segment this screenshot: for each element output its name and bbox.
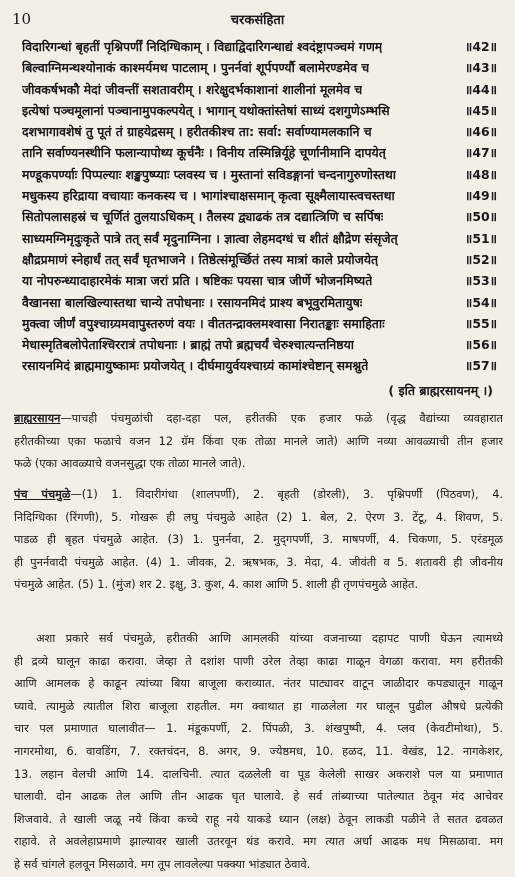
verse-text: दशभागावशेषं तु पूतं तं ग्राहयेद्रसम् । हरीतकीश्च ता: सर्वा: सर्वाण्यामलकानि च <box>22 124 372 140</box>
verse-line <box>22 208 497 229</box>
page-header <box>12 10 503 32</box>
verse-line <box>22 144 497 165</box>
prose-line: पंच पंचमुळे—(1) 1. विदारीगंधा (शालपर्णी), 2. बृहती (डोरली), 3. पृश्निपर्णी (पिठवण), 4. <box>14 488 503 501</box>
verse-line <box>22 336 497 357</box>
prose-line: पंचमुळे आहेत. (5) 1. (मुंज) शर 2. इक्षु, 3. कुश, 4. काश आणि 5. शाली ही तृणपंचमुळे आहेत. <box>14 578 419 592</box>
verse-line <box>22 166 497 187</box>
running-title: चरकसंहिता <box>230 13 285 28</box>
verse-line <box>22 315 497 336</box>
prose-line: हे सर्व चांगले हलवून मिसळावे. मग तूप लावलेल्या पक्क्या भांड्यात ठेवावे. <box>14 857 311 871</box>
verse-line <box>22 38 497 59</box>
prose-line: घालावी. दोन आढक तेल आणि तीन आढक घृत घालावे. हे सर्व तांब्याच्या पातेल्यात ठेवून मंद आचेवर <box>14 790 503 804</box>
prose-line: राहावे. ते अवलेहाप्रमाणे झाल्यावर खाली उतरवून थंड करावे. मग त्यात अर्धा आढक मध मिसळावा. मग <box>14 835 503 849</box>
prose-line: अशा प्रकारे सर्व पंचमुळे, हरीतकी आणि आमलकी यांच्या वजनाच्या दहापट पाणी घेऊन त्यामध्ये <box>36 632 503 645</box>
verse-text: रसायनमिदं ब्राह्ममायुष्कामः प्रयोजयेत् । दीर्घमायुर्वयश्चाग्र्यं कामांश्चेष्टान् समश्नुते <box>22 358 369 374</box>
verse-text: मुक्त्वा जीर्णं वपुश्चाग्र्यमवापुस्तरुणं वयः । वीततन्द्राक्लमश्वासा निरातङ्काः समाहिताः <box>22 315 385 331</box>
verse-number: ॥44॥ <box>464 81 497 97</box>
paragraph-heading: ब्राह्मरसायन <box>14 412 61 425</box>
verse-line <box>22 102 497 123</box>
colophon: ( इति ब्राह्मरसायनम् ।) <box>388 383 493 398</box>
verse-number: ॥49॥ <box>464 188 497 204</box>
verse-number: ॥55॥ <box>464 315 497 331</box>
verse-number: ॥54॥ <box>464 294 497 310</box>
prose-line: हरीतकीच्या एका फळाचे वजन 12 ग्रॅम किंवा एक तोळा मानले जाते) आणि नव्या आवळ्याची तीन हजार <box>14 434 503 448</box>
verse-line <box>22 357 497 378</box>
verse-text: मण्डूकपर्ण्याः पिप्पल्याः शङ्खपुष्प्याः प्लवस्य च । मुस्तानां सविडङ्गानां चन्दनागुरुणोस्तथा <box>22 166 397 182</box>
verse-number: ॥47॥ <box>464 145 497 161</box>
verse-text: क्षौद्रप्रमाणं स्नेहार्धं तत् सर्वं घृतभाजने । तिष्ठेत्संमूर्च्छितं तस्य मात्रां काले प्रयोजयेत् <box>22 251 379 267</box>
verse-line <box>22 251 497 272</box>
verse-number: ॥56॥ <box>464 337 497 353</box>
prose-line: नागरमोथा, 6. वावडिंग, 7. रक्तचंदन, 8. अगर, 9. ज्येष्ठमध, 10. हळद, 11. वेखंड, 12. नागकेशर, <box>14 744 503 758</box>
verse-number: ॥48॥ <box>464 166 497 182</box>
prose-line: चार पल प्रमाणात घालावीत— 1. मंडूकपर्णी, 2. पिंपळी, 3. शंखपुष्पी, 4. प्लव (केवटीमोथा), 5. <box>14 722 503 736</box>
prose-line: ही पुनर्नवादी पंचमुळे आहेत. (4) 1. जीवक, 2. ऋषभक, 3. मेदा, 4. जीवंती व 5. शतावरी ही जीवनीय <box>14 555 503 569</box>
verse-text: या नोपरुन्ध्यादाहारमेकं मात्रा जरां प्रति । षष्टिकः पयसा चात्र जीर्णे भोजनमिष्यते <box>22 273 373 289</box>
verse-line <box>22 81 497 102</box>
verse-line <box>22 123 497 144</box>
prose-line: निदिग्धिका (रिंगणी), 5. गोखरू ही लघु पंचमुळे आहेत (2) 1. बेल, 2. ऐरण 3. टेंटू, 4. शिवण, 5. <box>14 510 503 524</box>
verse-line <box>22 59 497 80</box>
verse-number: ॥50॥ <box>464 209 497 225</box>
verse-line <box>22 187 497 208</box>
verse-number: ॥53॥ <box>464 273 497 289</box>
verse-text: मेधास्मृतिबलोपेताश्चिररात्रं तपोधनाः । ब्राह्मं तपो ब्रह्मचर्यं चेरुश्चात्यन्तनिष्ठया <box>22 337 354 353</box>
verse-line <box>22 294 497 315</box>
prose-line: आणि आमलक हे काढून त्यांच्या बिया बाजूला कराव्यात. नंतर पाट्यावर वाटून जाळीदार कपड्यातून गाळून <box>14 677 503 691</box>
sanskrit-verses <box>22 38 497 379</box>
prose-line: ब्राह्मरसायन—पाचही पंचमुळांची दहा-दहा पल, हरीतकी एक हजार फळे (वृद्ध वैद्यांच्या व्यवहारात <box>14 412 503 425</box>
verse-line <box>22 272 497 293</box>
verse-text: इत्येषां पञ्चमूलानां पञ्चानामुपकल्पयेत् । भागान् यथोक्तांस्तेषां साध्यं दशगुणेऽम्भसि <box>22 102 390 118</box>
verse-text: साध्यमग्निमृदुःकृते पात्रे तत् सर्वं मृदुनाग्निना । ज्ञात्वा लेहमदग्धं च शीतं क्षौद्रेण संसृजेत् <box>22 230 398 246</box>
paragraph-preparation-method <box>14 628 503 877</box>
prose-line: ही द्रव्ये घालून काढा करावा. जेव्हा ते दशांश पाणी उरेल तेव्हा काढा गाळून वेगळा करावा. मग हरीतकी <box>14 654 503 668</box>
verse-text: सितोपलासहस्रं च चूर्णितं तुलयाऽधिकम् । तैलस्य द्व्याढकं तत्र दद्यात्त्रिणि च सर्पिषः <box>22 209 384 225</box>
verse-text: वैखानसा बालखिल्यास्तथा चान्ये तपोधनाः । रसायनमिदं प्राश्य बभूवुरमितायुषः <box>22 294 363 310</box>
verse-number: ॥51॥ <box>464 230 497 246</box>
prose-line: शिजवावे. ते खाली जळू नये किंवा कच्चे राहू नये याकडे ध्यान (लक्ष) ठेवून लाकडी पळीने ते सतत ढवळत <box>14 812 503 826</box>
paragraph-pancha-panchamule <box>14 484 503 597</box>
page-number: 10 <box>12 10 32 28</box>
prose-line: 13. लहान वेलची आणि 14. दालचिनी. त्यात दळलेली वा पूड केलेली साखर अकराशे पल या प्रमाणात <box>14 767 503 781</box>
verse-text: बिल्वाग्निमन्थश्योनाकं काश्मर्यमथ पाटलाम् । पुनर्नवां शूर्पपर्ण्यौ बलामेरण्डमेव च <box>22 60 370 76</box>
verse-text: जीवकर्षभकौ मेदां जीवन्तीं सशतावरीम् । शरेक्षुदर्भकाशानां शालीनां मूलमेव च <box>22 81 363 97</box>
verse-number: ॥43॥ <box>464 60 497 76</box>
verse-number: ॥57॥ <box>464 358 497 374</box>
verse-number: ॥46॥ <box>464 124 497 140</box>
verse-line <box>22 230 497 251</box>
prose-line: पाडळ ही बृहत पंचमुळे आहेत. (3) 1. पुनर्नवा, 2. मुद्‌गपर्णी, 3. माषपर्णी, 4. चिकणा, 5. एरंडमूळ <box>14 533 503 547</box>
verse-number: ॥52॥ <box>464 251 497 267</box>
verse-text: मधुकस्य हरिद्राया वचायाः कनकस्य च । भागांश्चाक्षसमान् कृत्वा सूक्ष्मैलायास्त्वचस्तथा <box>22 188 395 204</box>
prose-line: घ्यावे. त्यामुळे त्यातील शिरा बाजूला राहतील. मग क्वाथात हा गाळलेला गर घालून पुढील औषधे प्रत्येकी <box>14 699 503 713</box>
prose-line: फळे (एका आवळ्याचे वजनसुद्धा एक तोळा मानले जाते). <box>14 457 246 471</box>
verse-text: तानि सर्वाण्यनस्थीनि फलान्यापोथ्य कूर्चनैः । विनीय तस्मिन्निर्यूहे चूर्णानीमानि दापयेत् <box>22 145 386 161</box>
verse-number: ॥42॥ <box>464 39 497 54</box>
verse-text: विदारिगन्धां बृहतीं पृश्निपर्णीं निदिग्धिकाम् । विद्याद्विदारिगन्धाद्यं श्वदंष्ट्रापञ्चमं गणम् <box>22 39 383 54</box>
paragraph-heading: पंच पंचमुळे <box>14 488 71 501</box>
verse-number: ॥45॥ <box>464 102 497 118</box>
paragraph-brahma-rasayana <box>14 408 503 476</box>
